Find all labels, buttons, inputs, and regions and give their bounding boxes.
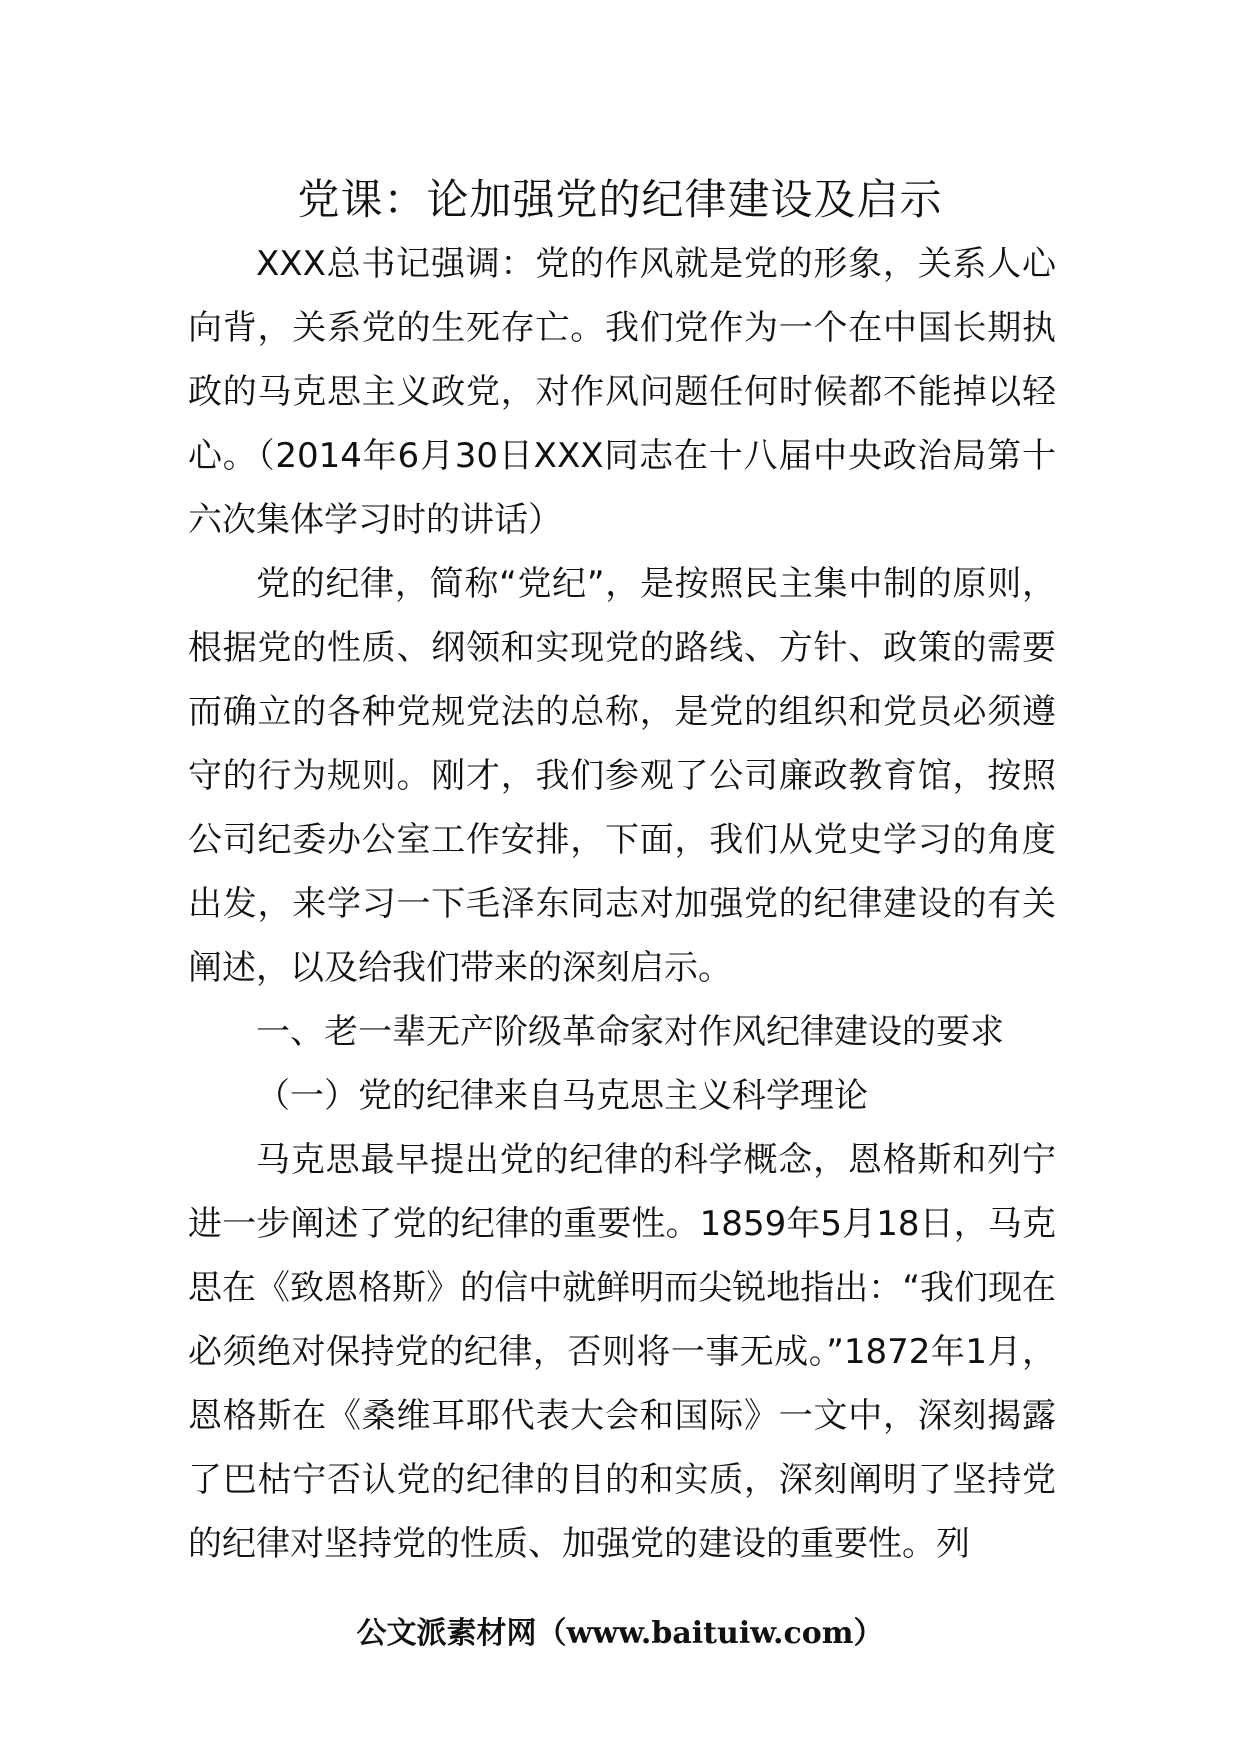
paragraph-3: 马克思最早提出党的纪律的科学概念，恩格斯和列宁进一步阐述了党的纪律的重要性。1859年5月18日，马克思在《致恩格斯》的信中就鲜明而尖锐地指出：“我们现在必须绝对保持党的纪律，否则将一事无成。”1872年1月，恩格斯在《桑维耳耶代表大会和国际》一文中，深刻揭露了巴枯宁否认党的纪律的目的和实质，深刻阐明了坚持党的纪律对坚持党的性质、加强党的建设的重要性。列 (188, 1140, 1056, 1564)
footer-watermark: 公文派素材网（www.baituiw.com） (356, 1616, 884, 1651)
document-title: 党课：论加强党的纪律建设及启示 (297, 175, 943, 224)
section-heading-2: （一）党的纪律来自马克思主义科学理论 (256, 1076, 868, 1116)
paragraph-1: XXX总书记强调：党的作风就是党的形象，关系人心向背，关系党的生死存亡。我们党作为一个在中国长期执政的马克思主义政党，对作风问题任何时候都不能掉以轻心。（2014年6月30日XXX同志在十八届中央政治局第十六次集体学习时的讲话） (188, 244, 1056, 540)
document-body (188, 232, 1056, 1576)
section-heading-1: 一、老一辈无产阶级革命家对作风纪律建设的要求 (256, 1012, 1004, 1052)
paragraph-2: 党的纪律，简称“党纪”，是按照民主集中制的原则，根据党的性质、纲领和实现党的路线、方针、政策的需要而确立的各种党规党法的总称，是党的组织和党员必须遵守的行为规则。刚才，我们参观了公司廉政教育馆，按照公司纪委办公室工作安排，下面，我们从党史学习的角度出发，来学习一下毛泽东同志对加强党的纪律建设的有关阐述，以及给我们带来的深刻启示。 (188, 564, 1056, 988)
